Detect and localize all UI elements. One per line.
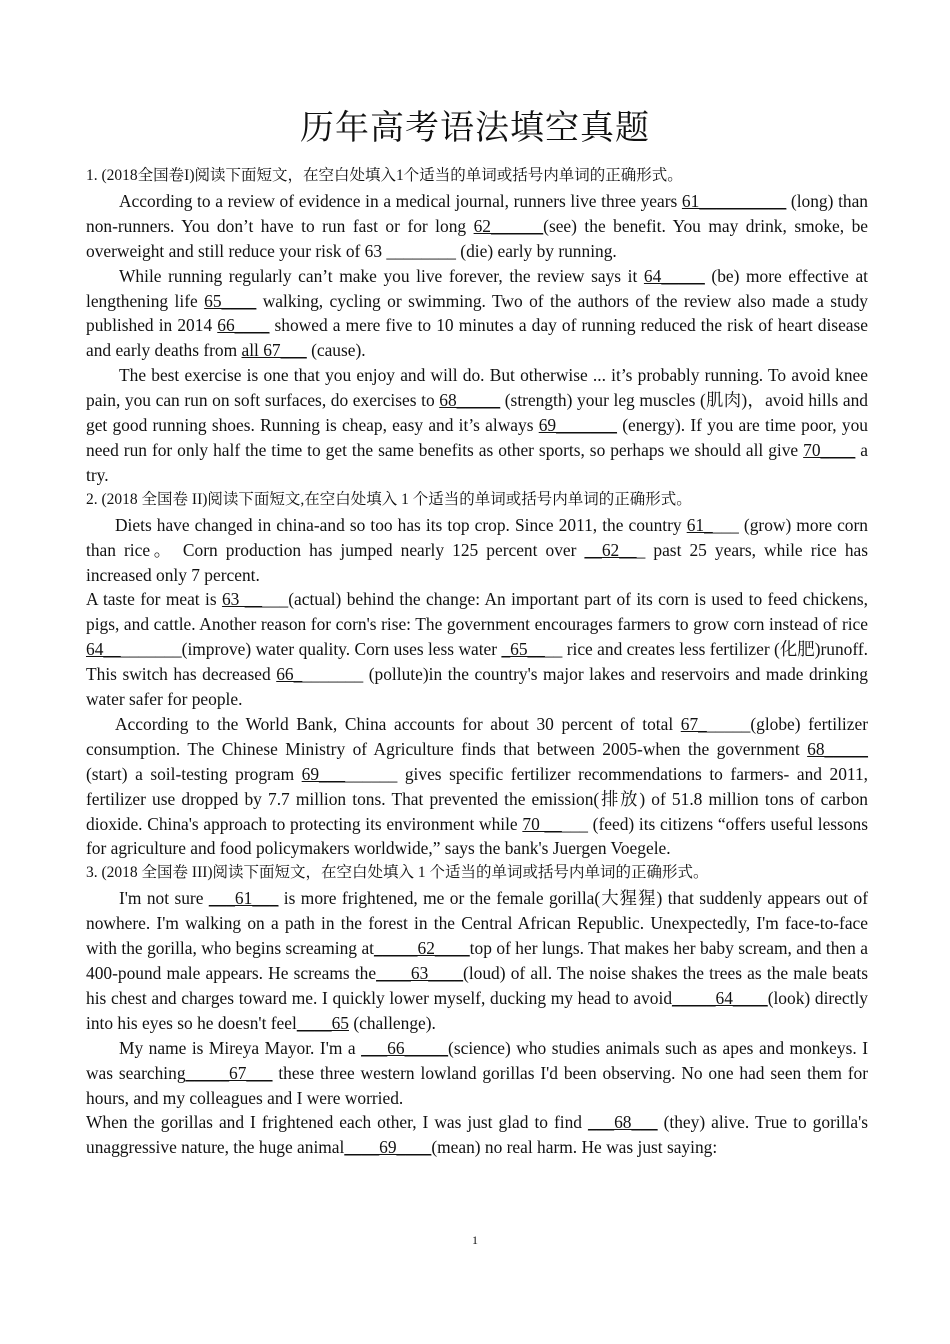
text-run: top of her lungs. That makes her baby scream, and then a 400-pound male appears. He screams the bbox=[86, 938, 868, 983]
text-run: _ past 25 years, while rice has increased only 7 percent. bbox=[86, 539, 868, 585]
q1-paragraph-3 bbox=[86, 363, 868, 488]
text-run: (cause). bbox=[306, 340, 366, 361]
blank-63: ____63____ bbox=[376, 963, 464, 983]
text-run: While running regularly can’t make you live forever, the review says it bbox=[119, 265, 644, 286]
blank-64: 64_____ bbox=[643, 265, 705, 286]
text-run: (mean) no real harm. He was just saying: bbox=[431, 1137, 718, 1158]
blank-61: 61__________ bbox=[681, 190, 787, 211]
text-run: a try. bbox=[86, 439, 868, 485]
q1-heading: 1. (2018全国卷I)阅读下面短文，在空白处填入1个适当的单词或括号内单词的正确形式。 bbox=[86, 167, 683, 184]
text-run: (see) the benefit. You may drink, smoke, be overweight and still reduce your risk of 63 ________ (die) early by running. bbox=[86, 215, 868, 261]
text-run: these three western lowland gorillas I'd been observing. No one had seen them for hours, and my colleagues and I were worried. bbox=[86, 1062, 869, 1108]
page-title: 历年高考语法填空真题 bbox=[300, 108, 650, 148]
text-run: (energy). If you are time poor, you need run for only half the time to get the same benefits as other sports, so perhaps we should all give bbox=[86, 415, 868, 460]
blank-62: 62______ bbox=[473, 215, 544, 236]
text-run: (science) who studies animals such as apes and monkeys. I was searching bbox=[86, 1037, 868, 1083]
text-run: According to the World Bank, China accounts for about 30 percent of total bbox=[115, 713, 681, 734]
text-run: (long) than non-runners. You don’t have to run fast or for long bbox=[86, 190, 869, 236]
blank-69: 69_______ bbox=[538, 415, 617, 436]
blank-61: ___61___ bbox=[208, 888, 279, 909]
text-run: According to a review of evidence in a medical journal, runners live three years bbox=[119, 190, 682, 211]
blank-65: ____65 bbox=[296, 1012, 349, 1033]
blank-68: 68_____ bbox=[439, 390, 501, 411]
text-run: ___(actual) behind the change: An important part of its corn is used to feed chickens, pigs, and cattle. Another reason for corn's rise: The government encourages farmers to grow corn instead of rice bbox=[86, 589, 868, 635]
blank-62: _____62____ bbox=[374, 938, 470, 959]
blank-70: 70 __ bbox=[522, 813, 562, 834]
blank-70: 70____ bbox=[803, 439, 856, 460]
blank-66: 66_ bbox=[276, 664, 303, 685]
blank-69: ____69____ bbox=[344, 1137, 432, 1158]
text-run: (start) a soil-testing program bbox=[86, 763, 302, 784]
text-run: walking, cycling or swimming. Two of the authors of the review also made a study published in 2014 bbox=[86, 290, 868, 336]
text-run: (they) alive. True to gorilla's unaggressive nature, the huge animal bbox=[86, 1112, 868, 1158]
text-run: _____(globe) fertilizer consumption. The Chinese Ministry of Agriculture finds that between 2005-when the government bbox=[86, 713, 868, 759]
blank-67: all 67___ bbox=[241, 340, 307, 361]
q2-heading: 2. (2018 全国卷 II)阅读下面短文,在空白处填入 1 个适当的单词或括号内单词的正确形式。 bbox=[86, 490, 692, 508]
blank-64: 64__ bbox=[86, 639, 121, 660]
text-run: ______ gives specific fertilizer recommendations to farmers- and 2011, fertilizer use dropped by 7.7 million tons. That prevented the emission(排放) of 51.8 million tons of carbon dioxide. China's approach to protecting its environment while bbox=[86, 763, 868, 834]
text-run: I'm not sure bbox=[119, 888, 209, 909]
q2-paragraph-3 bbox=[86, 712, 868, 861]
text-run: _______ (pollute)in the country's major lakes and reservoirs and made drinking water safer for people. bbox=[86, 664, 868, 710]
blank-67: _____67___ bbox=[185, 1062, 273, 1083]
text-run: Diets have changed in china-and so too has its top crop. Since 2011, the country bbox=[115, 514, 687, 535]
text-run: The best exercise is one that you enjoy and will do. But otherwise ... it’s probably running. To avoid knee pain, you can run on soft surfaces, do exercises to bbox=[86, 365, 868, 411]
blank-68: 68_____ bbox=[807, 738, 868, 759]
blank-67: 67_ bbox=[680, 713, 707, 734]
q3-heading: 3. (2018 全国卷 III)阅读下面短文，在空白处填入 1 个适当的单词或括号内单词的正确形式。 bbox=[86, 864, 709, 882]
blank-65: 65____ bbox=[204, 290, 257, 311]
text-run: is more frightened, me or the female gorilla(大猩猩) that suddenly appears out of nowhere. I'm walking on a path in the forest in the Central African Republic. Unexpectedly, I'm face-to-face with the gorilla, who begins screaming at bbox=[86, 888, 868, 959]
page-number: 1 bbox=[472, 1233, 478, 1247]
text-run: ___ (feed) its citizens “offers useful lessons for agriculture and food policymakers worldwide,” says the bank's Juergen Voegele. bbox=[86, 813, 868, 859]
text-run: (look) directly into his eyes so he doesn't feel bbox=[86, 987, 868, 1033]
text-run: When the gorillas and I frightened each other, I was just glad to find bbox=[86, 1112, 589, 1133]
blank-63: 63 __ bbox=[221, 589, 263, 610]
blank-65: _65__ bbox=[501, 639, 545, 660]
q2-paragraph-2 bbox=[86, 587, 868, 712]
blank-66: 66____ bbox=[217, 315, 270, 336]
text-run: (challenge). bbox=[348, 1012, 436, 1033]
text-run: (loud) of all. The noise shakes the trees as the male beats his chest and charges toward me. I quickly lower myself, ducking my head to avoid bbox=[86, 963, 868, 1008]
blank-61: 61_ bbox=[686, 514, 713, 535]
text-run: _______(improve) water quality. Corn uses less water bbox=[120, 639, 502, 660]
blank-64: _____64____ bbox=[672, 987, 768, 1008]
q3-paragraph-1 bbox=[86, 886, 868, 1035]
blank-62: __62__ bbox=[584, 539, 637, 560]
text-run: (be) more effective at lengthening life bbox=[86, 265, 868, 311]
q2-paragraph-1 bbox=[86, 513, 868, 588]
text-run: __ rice and creates less fertilizer (化肥)runoff. This switch has decreased bbox=[86, 639, 868, 685]
text-run: showed a mere five to 10 minutes a day of running reduced the risk of heart disease and early deaths from bbox=[86, 315, 869, 361]
blank-66: ___66_____ bbox=[361, 1037, 449, 1058]
blank-69: 69___ bbox=[301, 763, 346, 784]
document-body bbox=[86, 164, 868, 1160]
text-run: A taste for meat is bbox=[86, 589, 222, 610]
q1-paragraph-1 bbox=[86, 189, 868, 264]
q1-paragraph-2 bbox=[86, 264, 868, 364]
q3-paragraph-3 bbox=[86, 1110, 868, 1160]
blank-68: ___68___ bbox=[588, 1112, 658, 1133]
text-run: ___ (grow) more corn than rice。 Corn production has jumped nearly 125 percent over bbox=[86, 514, 868, 560]
text-run: My name is Mireya Mayor. I'm a bbox=[119, 1037, 362, 1058]
q3-paragraph-2 bbox=[86, 1036, 868, 1111]
text-run: (strength) your leg muscles (肌肉)，avoid hills and get good running shoes. Running is cheap, easy and it’s always bbox=[86, 390, 869, 436]
